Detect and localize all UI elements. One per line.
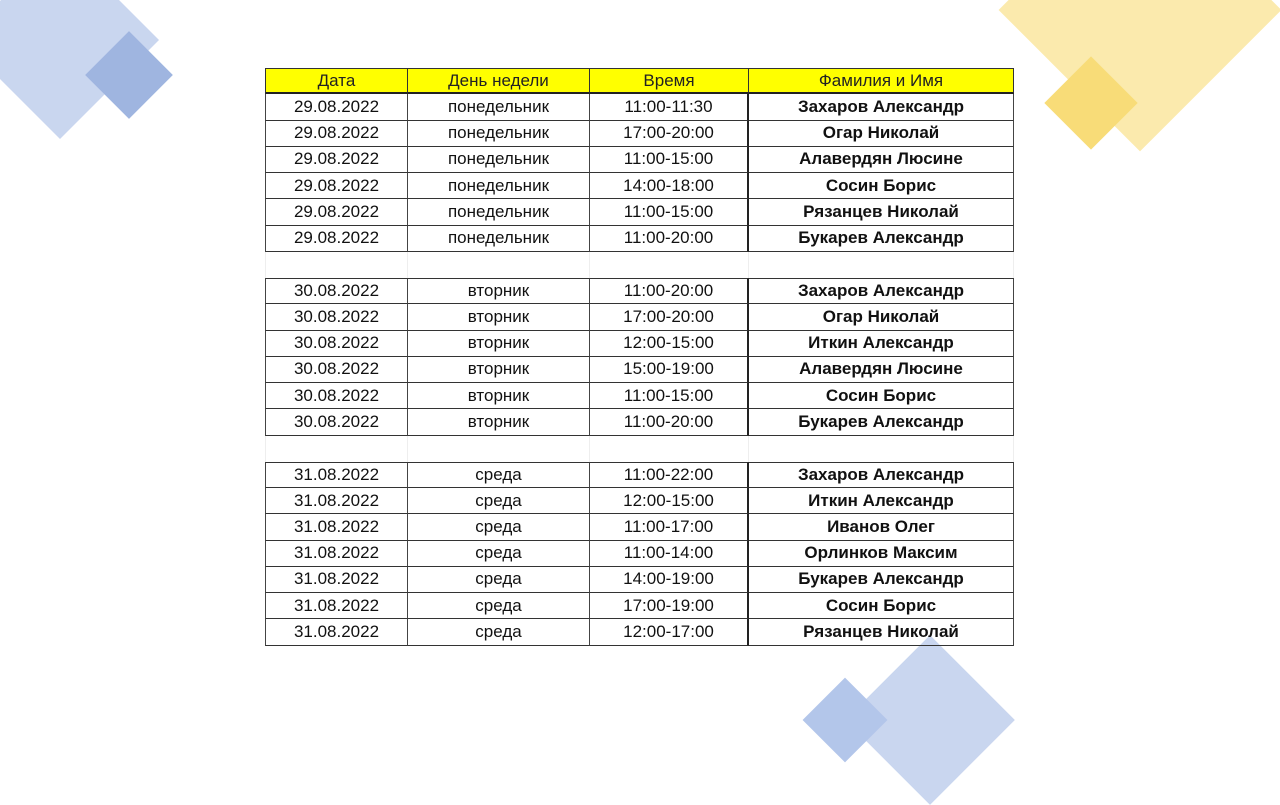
- column-header-time: Время: [590, 68, 749, 94]
- time-cell: 11:00-20:00: [590, 409, 749, 435]
- name-cell: Орлинков Максим: [749, 541, 1014, 567]
- table-row: [265, 121, 1014, 147]
- date-cell: 31.08.2022: [265, 593, 408, 619]
- name-cell: Сосин Борис: [749, 593, 1014, 619]
- name-cell: Огар Николай: [749, 304, 1014, 330]
- table-row: [265, 199, 1014, 225]
- name-cell: Сосин Борис: [749, 173, 1014, 199]
- date-cell: 29.08.2022: [265, 199, 408, 225]
- time-cell: 11:00-11:30: [590, 94, 749, 120]
- spacer-cell: [265, 436, 408, 462]
- spacer-cell: [749, 436, 1014, 462]
- name-cell: Захаров Александр: [749, 462, 1014, 488]
- weekday-cell: среда: [408, 619, 590, 645]
- table-row: [265, 383, 1014, 409]
- spacer-cell: [408, 252, 590, 278]
- name-cell: Иткин Александр: [749, 488, 1014, 514]
- table-row: [265, 567, 1014, 593]
- spacer-cell: [265, 252, 408, 278]
- name-cell: Сосин Борис: [749, 383, 1014, 409]
- name-cell: Захаров Александр: [749, 278, 1014, 304]
- time-cell: 15:00-19:00: [590, 357, 749, 383]
- weekday-cell: вторник: [408, 304, 590, 330]
- time-cell: 17:00-20:00: [590, 121, 749, 147]
- name-cell: Огар Николай: [749, 121, 1014, 147]
- table-body: [265, 94, 1014, 645]
- weekday-cell: вторник: [408, 278, 590, 304]
- date-cell: 30.08.2022: [265, 304, 408, 330]
- time-cell: 12:00-17:00: [590, 619, 749, 645]
- group-spacer: [265, 436, 1014, 462]
- time-cell: 11:00-14:00: [590, 541, 749, 567]
- name-cell: Иванов Олег: [749, 514, 1014, 540]
- date-cell: 30.08.2022: [265, 278, 408, 304]
- table-row: [265, 147, 1014, 173]
- weekday-cell: среда: [408, 488, 590, 514]
- spacer-cell: [749, 252, 1014, 278]
- group-spacer: [265, 252, 1014, 278]
- spacer-cell: [408, 436, 590, 462]
- time-cell: 14:00-19:00: [590, 567, 749, 593]
- time-cell: 12:00-15:00: [590, 331, 749, 357]
- time-cell: 11:00-20:00: [590, 278, 749, 304]
- spacer-cell: [590, 436, 749, 462]
- table-row: [265, 331, 1014, 357]
- date-cell: 31.08.2022: [265, 619, 408, 645]
- date-cell: 29.08.2022: [265, 173, 408, 199]
- name-cell: Букарев Александр: [749, 409, 1014, 435]
- date-cell: 29.08.2022: [265, 94, 408, 120]
- weekday-cell: вторник: [408, 409, 590, 435]
- date-cell: 31.08.2022: [265, 514, 408, 540]
- weekday-cell: среда: [408, 593, 590, 619]
- weekday-cell: понедельник: [408, 147, 590, 173]
- table-row: [265, 514, 1014, 540]
- weekday-cell: понедельник: [408, 121, 590, 147]
- time-cell: 11:00-20:00: [590, 226, 749, 252]
- weekday-cell: вторник: [408, 331, 590, 357]
- schedule-table: [265, 68, 1014, 646]
- table-header-row: [265, 68, 1014, 94]
- date-cell: 30.08.2022: [265, 331, 408, 357]
- date-cell: 31.08.2022: [265, 488, 408, 514]
- weekday-cell: вторник: [408, 383, 590, 409]
- date-cell: 31.08.2022: [265, 567, 408, 593]
- name-cell: Захаров Александр: [749, 94, 1014, 120]
- table-row: [265, 541, 1014, 567]
- weekday-cell: понедельник: [408, 94, 590, 120]
- time-cell: 11:00-22:00: [590, 462, 749, 488]
- weekday-cell: вторник: [408, 357, 590, 383]
- name-cell: Иткин Александр: [749, 331, 1014, 357]
- table-row: [265, 173, 1014, 199]
- table-row: [265, 409, 1014, 435]
- time-cell: 17:00-20:00: [590, 304, 749, 330]
- table-row: [265, 304, 1014, 330]
- weekday-cell: понедельник: [408, 226, 590, 252]
- time-cell: 11:00-15:00: [590, 199, 749, 225]
- column-header-date: Дата: [265, 68, 408, 94]
- table-row: [265, 488, 1014, 514]
- date-cell: 31.08.2022: [265, 462, 408, 488]
- time-cell: 12:00-15:00: [590, 488, 749, 514]
- name-cell: Букарев Александр: [749, 226, 1014, 252]
- weekday-cell: понедельник: [408, 199, 590, 225]
- date-cell: 30.08.2022: [265, 357, 408, 383]
- column-header-name: Фамилия и Имя: [749, 68, 1014, 94]
- table-row: [265, 462, 1014, 488]
- weekday-cell: среда: [408, 567, 590, 593]
- table-row: [265, 94, 1014, 120]
- time-cell: 14:00-18:00: [590, 173, 749, 199]
- weekday-cell: среда: [408, 462, 590, 488]
- name-cell: Алавердян Люсине: [749, 357, 1014, 383]
- name-cell: Рязанцев Николай: [749, 619, 1014, 645]
- time-cell: 17:00-19:00: [590, 593, 749, 619]
- date-cell: 31.08.2022: [265, 541, 408, 567]
- date-cell: 30.08.2022: [265, 409, 408, 435]
- weekday-cell: понедельник: [408, 173, 590, 199]
- name-cell: Букарев Александр: [749, 567, 1014, 593]
- name-cell: Рязанцев Николай: [749, 199, 1014, 225]
- date-cell: 29.08.2022: [265, 226, 408, 252]
- weekday-cell: среда: [408, 514, 590, 540]
- table-row: [265, 226, 1014, 252]
- time-cell: 11:00-15:00: [590, 383, 749, 409]
- table-row: [265, 357, 1014, 383]
- weekday-cell: среда: [408, 541, 590, 567]
- name-cell: Алавердян Люсине: [749, 147, 1014, 173]
- spacer-cell: [590, 252, 749, 278]
- table-row: [265, 593, 1014, 619]
- table-row: [265, 278, 1014, 304]
- time-cell: 11:00-15:00: [590, 147, 749, 173]
- table-row: [265, 619, 1014, 645]
- column-header-weekday: День недели: [408, 68, 590, 94]
- time-cell: 11:00-17:00: [590, 514, 749, 540]
- decor-diamond: [999, 0, 1280, 151]
- date-cell: 29.08.2022: [265, 121, 408, 147]
- date-cell: 29.08.2022: [265, 147, 408, 173]
- date-cell: 30.08.2022: [265, 383, 408, 409]
